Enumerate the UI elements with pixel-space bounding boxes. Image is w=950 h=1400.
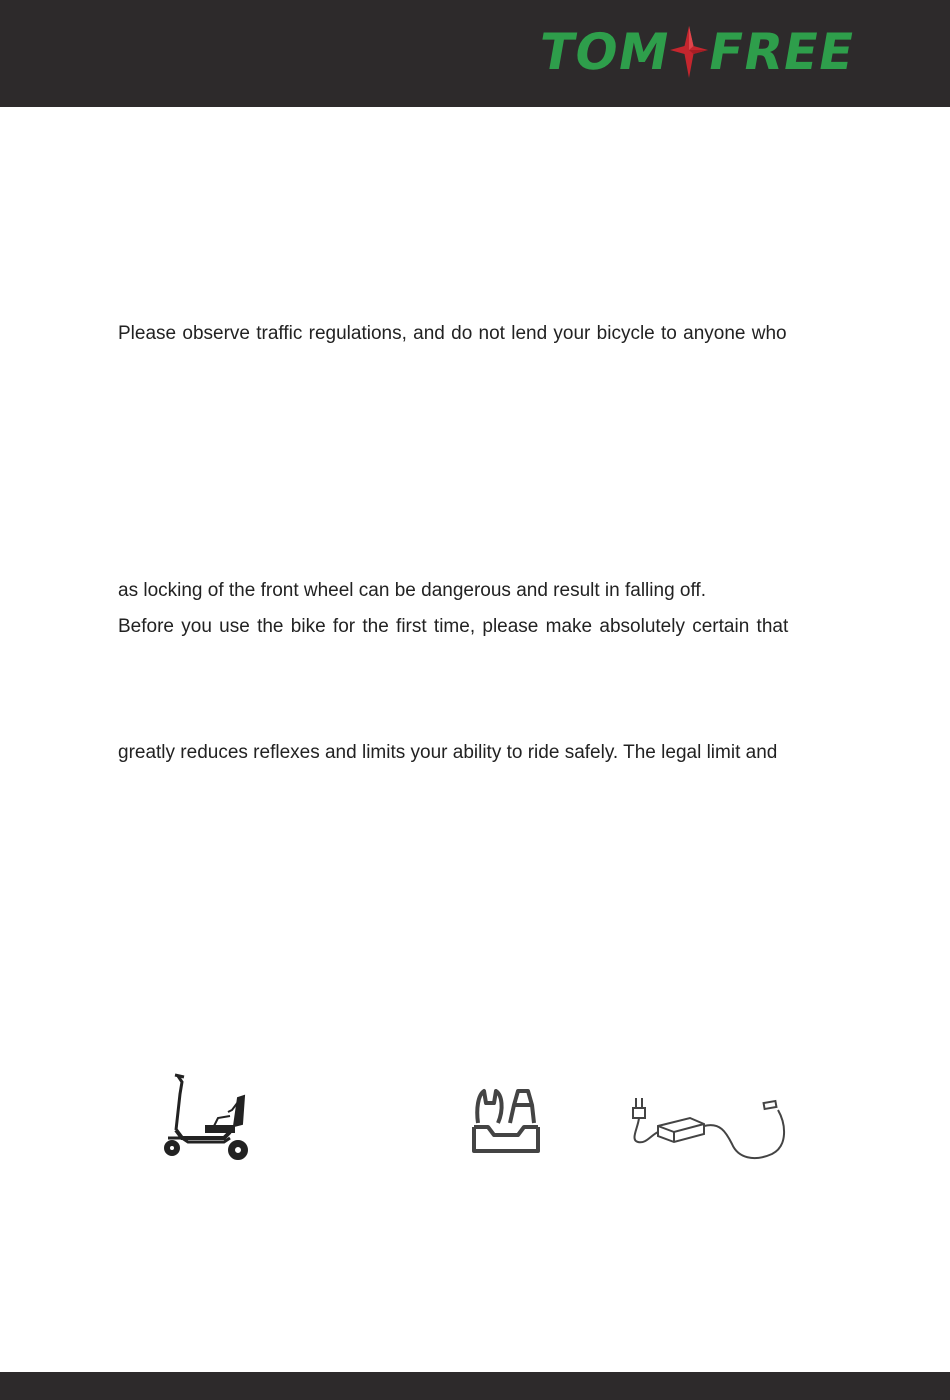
scooter-icon <box>158 1072 258 1162</box>
footer-bar <box>0 1372 950 1400</box>
body-line-2: as locking of the front wheel can be dangerous and result in falling off. <box>118 580 706 601</box>
body-line-1: Please observe traffic regulations, and do not lend your bicycle to anyone who <box>118 323 787 344</box>
body-line-3: Before you use the bike for the first time, please make absolutely certain that <box>118 616 789 637</box>
body-line-4: greatly reduces reflexes and limits your ability to ride safely. The legal limit and <box>118 742 778 763</box>
logo-text-left: TOM <box>534 23 675 81</box>
logo-text-right: FREE <box>704 23 860 81</box>
brand-logo <box>534 23 860 81</box>
header-bar <box>0 0 950 107</box>
charger-icon <box>628 1096 790 1164</box>
toolbox-icon <box>470 1087 544 1157</box>
